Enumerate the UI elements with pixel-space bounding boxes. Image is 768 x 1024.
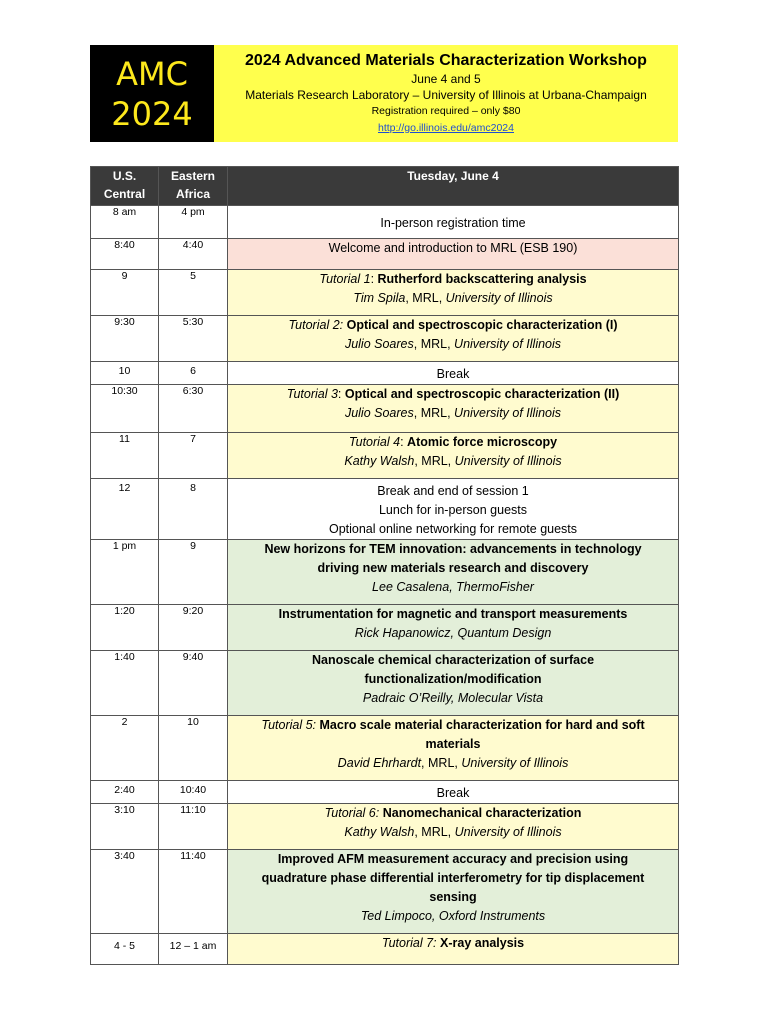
tutorial-label: Tutorial 4 [348,435,401,449]
event-cell: Tutorial 1: Rutherford backscattering analysis Tim Spila, MRL, University of Illinois [228,270,679,316]
time-africa: 5:30 [159,316,228,362]
workshop-location: Materials Research Laboratory – University of Illinois at Urbana-Champaign [245,88,647,102]
time-us: 2 [91,716,159,781]
workshop-title: 2024 Advanced Materials Characterization Workshop [245,52,647,69]
event-cell [228,781,679,804]
time-us: 10:30 [91,385,159,433]
speaker-org: MRL, [421,454,455,468]
event-cell [228,362,679,385]
event-title: Rutherford backscattering analysis [377,272,587,286]
separator: : [400,435,408,449]
event-cell: Tutorial 4: Atomic force microscopy Kathy Walsh, MRL, University of Illinois [228,433,679,479]
table-row [91,651,679,716]
time-us: 1:20 [91,605,159,651]
tutorial-label: Tutorial 2: [288,318,344,332]
event-title: sensing [429,890,477,904]
event-title: Atomic force microscopy [407,435,558,449]
table-row [91,716,679,781]
event-text-line: Break and end of session 1 [377,484,529,498]
time-africa: 7 [159,433,228,479]
table-row [91,239,679,270]
tutorial-label: Tutorial 1 [319,272,371,286]
time-us: 10 [91,362,159,385]
registration-note: Registration required – only $80 [371,105,521,117]
time-us: 1:40 [91,651,159,716]
speaker-org: MRL, [428,756,462,770]
time-us: 12 [91,479,159,540]
event-title: X-ray analysis [440,936,525,950]
col-header-eastern-africa: Eastern Africa [159,167,228,206]
time-us: 11 [91,433,159,479]
event-text: Break [436,786,470,800]
event-title: functionalization/modification [364,672,542,686]
speaker-org: MRL, [420,406,455,420]
table-row [91,781,679,804]
table-row [91,540,679,605]
speaker-org: MRL, [421,825,455,839]
speaker-org: MRL, [412,291,446,305]
event-title: materials [425,737,481,751]
time-africa: 12 – 1 am [159,934,228,965]
col-header-day: Tuesday, June 4 [228,167,679,206]
time-africa: 4:40 [159,239,228,270]
event-cell [228,239,679,270]
speaker-name: Julio Soares [344,406,414,420]
time-africa: 10:40 [159,781,228,804]
event-title: driving new materials research and discovery [317,561,589,575]
table-row [91,850,679,934]
event-title: New horizons for TEM innovation: advancements in technology [264,542,642,556]
event-title: Instrumentation for magnetic and transport measurements [278,607,628,621]
event-cell: Tutorial 5: Macro scale material characterization for hard and soft materials David Ehrhardt, MRL, University of Illinois [228,716,679,781]
table-row [91,934,679,965]
table-row [91,270,679,316]
event-text-line: Lunch for in-person guests [378,503,527,517]
table-row [91,605,679,651]
time-us: 8 am [91,206,159,239]
schedule-table [90,166,679,965]
tutorial-label: Tutorial 6: [324,806,380,820]
time-africa: 8 [159,479,228,540]
tutorial-label: Tutorial 5: [261,718,317,732]
event-cell: Tutorial 6: Nanomechanical characterization Kathy Walsh, MRL, University of Illinois [228,804,679,850]
speaker-univ: University of Illinois [454,825,562,839]
event-text-line: Optional online networking for remote guests [328,522,578,536]
table-row [91,385,679,433]
separator: : [370,272,378,286]
time-us: 2:40 [91,781,159,804]
event-title: Optical and spectroscopic characterization (II) [344,387,620,401]
table-row [91,206,679,239]
time-africa: 6 [159,362,228,385]
speaker-name: David Ehrhardt [337,756,422,770]
speaker-org: MRL, [420,337,455,351]
time-africa: 4 pm [159,206,228,239]
speaker-univ: University of Illinois [454,337,562,351]
time-us: 3:10 [91,804,159,850]
table-header-row [91,167,679,206]
speaker: Lee Casalena, ThermoFisher [372,580,534,594]
time-africa: 10 [159,716,228,781]
speaker-univ: University of Illinois [461,756,569,770]
event-title: quadrature phase differential interferometry for tip displacement [261,871,645,885]
time-africa: 9:40 [159,651,228,716]
table-row [91,362,679,385]
table-row [91,479,679,540]
registration-link[interactable]: http://go.illinois.edu/amc2024 [377,122,514,134]
speaker-univ: University of Illinois [445,291,553,305]
logo-line2: 2024 [111,94,193,133]
time-us: 9 [91,270,159,316]
time-africa: 9:20 [159,605,228,651]
event-cell [228,540,679,605]
event-cell [228,934,679,965]
event-title: Nanoscale chemical characterization of surface [311,653,595,667]
time-africa: 9 [159,540,228,605]
event-title: Optical and spectroscopic characterization (I) [346,318,618,332]
time-us: 4 - 5 [91,934,159,965]
col-header-us-central: U.S. Central [91,167,159,206]
separator: : [337,387,345,401]
workshop-dates: June 4 and 5 [411,72,481,86]
workshop-info [214,45,678,142]
amc-logo [90,45,214,142]
speaker-univ: University of Illinois [454,454,562,468]
table-row [91,433,679,479]
tutorial-label: Tutorial 3 [286,387,338,401]
speaker: Ted Limpoco, Oxford Instruments [360,909,546,923]
time-us: 8:40 [91,239,159,270]
speaker: Padraic O’Reilly, Molecular Vista [362,691,544,705]
event-cell [228,206,679,239]
event-cell [228,479,679,540]
logo-line1: AMC [116,54,188,93]
event-cell [228,850,679,934]
time-africa: 5 [159,270,228,316]
tutorial-label: Tutorial 7: [381,936,437,950]
time-africa: 6:30 [159,385,228,433]
time-us: 3:40 [91,850,159,934]
event-text: Break [436,367,470,381]
speaker-name: Kathy Walsh [344,454,415,468]
speaker-name: Tim Spila [353,291,406,305]
speaker: Rick Hapanowicz, Quantum Design [354,626,552,640]
event-cell: Tutorial 3: Optical and spectroscopic characterization (II) Julio Soares, MRL, University of Illinois [228,385,679,433]
time-us: 1 pm [91,540,159,605]
event-cell: Tutorial 2: Optical and spectroscopic characterization (I) Julio Soares, MRL, University of Illinois [228,316,679,362]
speaker-name: Julio Soares [344,337,414,351]
event-text: In-person registration time [380,216,526,230]
event-title: Improved AFM measurement accuracy and precision using [277,852,629,866]
time-us: 9:30 [91,316,159,362]
event-title: Nanomechanical characterization [382,806,582,820]
table-row [91,316,679,362]
event-text: Welcome and introduction to MRL (ESB 190) [328,241,578,255]
event-cell [228,651,679,716]
event-title: Macro scale material characterization for hard and soft [319,718,645,732]
speaker-univ: University of Illinois [454,406,562,420]
workshop-banner [90,45,678,142]
event-cell [228,605,679,651]
speaker-name: Kathy Walsh [344,825,415,839]
time-africa: 11:40 [159,850,228,934]
table-row [91,804,679,850]
time-africa: 11:10 [159,804,228,850]
